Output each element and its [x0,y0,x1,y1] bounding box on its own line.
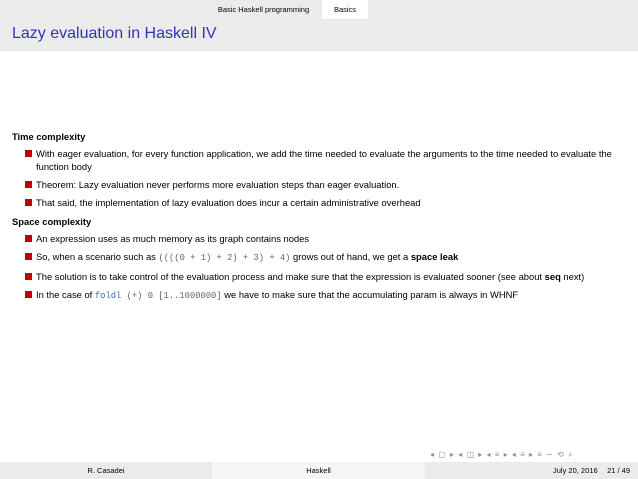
footer-title: Haskell [212,462,425,479]
footer-bar [0,462,638,479]
code-snippet: ((((0 + 1) + 2) + 3) + 4) [158,253,291,263]
frame-title: Lazy evaluation in Haskell IV [12,25,217,42]
beamer-navigation-icons[interactable]: ◂ ▢ ▸ ◂ ◫ ▸ ◂ ≡ ▸ ◂ ≡ ▸ ≡ ∽ ⟲ ⌕ [430,450,574,459]
slide-content [12,130,632,308]
footer-date: July 20, 2016 [553,466,598,475]
list-item-text: That said, the implementation of lazy evaluation does incur a certain administrative overhead [36,197,421,208]
list-item [12,196,632,209]
list-item-text: In the case of [36,289,95,300]
list-item-text: With eager evaluation, for every function application, we add the time needed to evaluate the arguments to the time needed to evaluate the function body [36,148,612,172]
bullet-square-icon [25,273,32,280]
list-item [12,288,632,303]
list-item-text: The solution is to take control of the evaluation process and make sure that the expression is evaluated sooner (see about [36,271,545,282]
code-snippet: (+) 0 [1..1000000] [121,291,222,301]
list-item [12,178,632,191]
footer-page-number: 21 / 49 [607,466,630,475]
list-item-text: next) [560,271,585,282]
nav-bar-right-fill [368,0,638,19]
nav-section-basic-haskell[interactable]: Basic Haskell programming [205,0,322,19]
list-item-text: grows out of hand, we get a [290,251,411,262]
section-navigation-bar [0,0,638,19]
list-item-text: we have to make sure that the accumulating param is always in WHNF [221,289,519,300]
time-complexity-heading: Time complexity [12,131,86,142]
list-item-text: So, when a scenario such as [36,251,159,262]
list-item [12,147,632,173]
list-item-text: An expression uses as much memory as its graph contains nodes [36,233,310,244]
bullet-square-icon [25,291,32,298]
list-item-text: Theorem: Lazy evaluation never performs more evaluation steps than eager evaluation. [36,179,400,190]
footer-right [425,462,638,479]
space-complexity-heading: Space complexity [12,216,92,227]
nav-bar-left-fill [0,0,205,19]
bullet-square-icon [25,181,32,188]
bold-term: seq [544,271,561,282]
list-item [12,270,632,283]
list-item [12,250,632,265]
code-snippet: foldl [94,291,122,301]
bullet-square-icon [25,253,32,260]
nav-section-basics[interactable]: Basics [322,0,368,19]
list-item [12,232,632,245]
bold-term: space leak [410,251,459,262]
bullet-square-icon [25,235,32,242]
footer-author: R. Casadei [0,462,212,479]
bullet-square-icon [25,199,32,206]
bullet-square-icon [25,150,32,157]
